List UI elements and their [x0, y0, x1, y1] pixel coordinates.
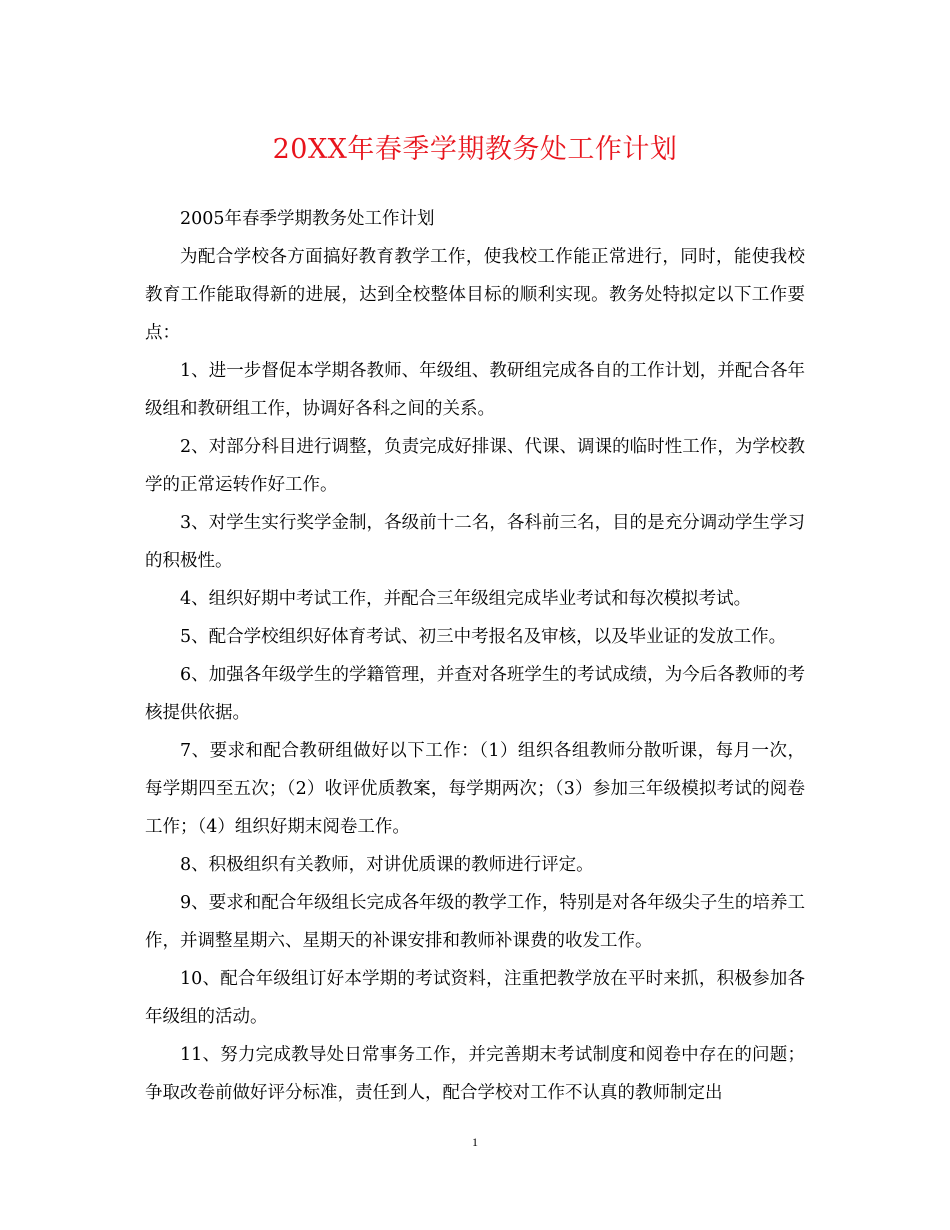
- paragraph-item-8: 8、积极组织有关教师，对讲优质课的教师进行评定。: [180, 855, 594, 875]
- paragraph-item-4: 4、组织好期中考试工作，并配合三年级组完成毕业考试和每次模拟考试。: [180, 589, 752, 609]
- paragraph-item-3: 3、对学生实行奖学金制，各级前十二名，各科前三名，目的是充分调动学生学习的积极性。: [145, 513, 805, 571]
- paragraph-item-2: 2、对部分科目进行调整，负责完成好排课、代课、调课的临时性工作，为学校教学的正常运转作好工作。: [145, 437, 805, 495]
- paragraph-item-11: 11、努力完成教导处日常事务工作，并完善期末考试制度和阅卷中存在的问题；争取改卷前做好评分标准，责任到人，配合学校对工作不认真的教师制定出: [145, 1045, 805, 1103]
- document-body: [145, 200, 805, 1112]
- paragraph-item-9: 9、要求和配合年级组长完成各年级的教学工作，特别是对各年级尖子生的培养工作，并调整星期六、星期天的补课安排和教师补课费的收发工作。: [145, 893, 805, 951]
- paragraph-item-10: 10、配合年级组订好本学期的考试资料，注重把教学放在平时来抓，积极参加各年级组的活动。: [145, 969, 805, 1027]
- paragraph-subtitle: 2005年春季学期教务处工作计划: [180, 209, 435, 229]
- paragraph-item-7: 7、要求和配合教研组做好以下工作：（1）组织各组教师分散听课，每月一次，每学期四至五次；（2）收评优质教案，每学期两次；（3）参加三年级模拟考试的阅卷工作；（4）组织好期末阅卷工作。: [145, 741, 805, 837]
- paragraph-item-1: 1、进一步督促本学期各教师、年级组、教研组完成各自的工作计划，并配合各年级组和教研组工作，协调好各科之间的关系。: [145, 361, 805, 419]
- paragraph-item-6: 6、加强各年级学生的学籍管理，并查对各班学生的考试成绩，为今后各教师的考核提供依据。: [145, 665, 805, 723]
- paragraph-item-5: 5、配合学校组织好体育考试、初三中考报名及审核，以及毕业证的发放工作。: [180, 627, 787, 647]
- page-number: 1: [472, 1135, 478, 1149]
- document-title: 20XX年春季学期教务处工作计划: [272, 134, 678, 165]
- paragraph-intro: 为配合学校各方面搞好教育教学工作，使我校工作能正常进行，同时，能使我校教育工作能取得新的进展，达到全校整体目标的顺利实现。教务处特拟定以下工作要点：: [145, 247, 805, 343]
